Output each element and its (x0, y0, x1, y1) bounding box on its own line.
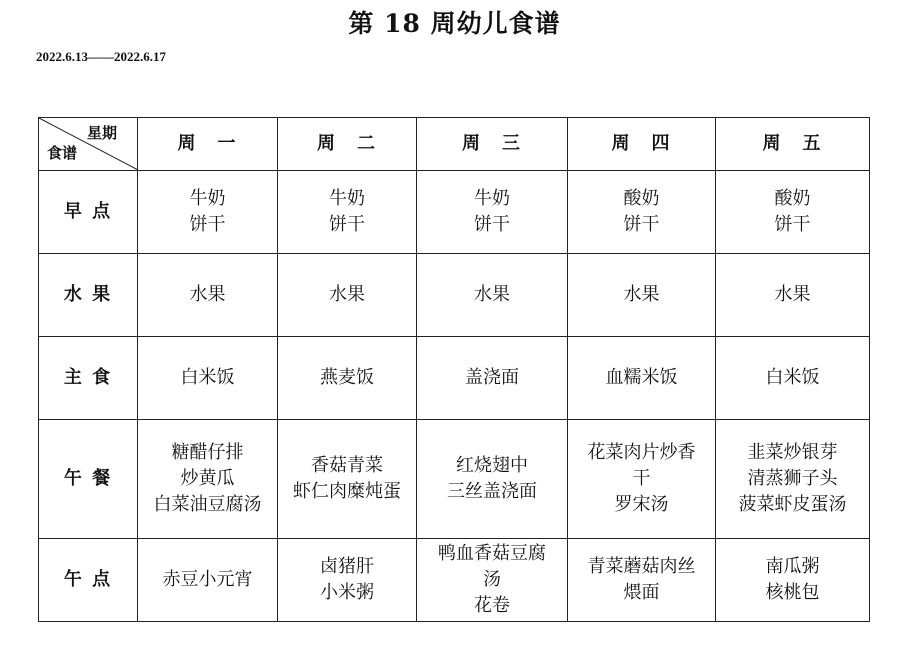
day-header-mon: 周 一 (138, 118, 278, 171)
menu-cell-fruit-thu (568, 254, 716, 337)
menu-row-afternoon-snack (39, 539, 870, 622)
menu-cell-afternoon-snack-wed (417, 539, 568, 622)
menu-cell-lunch-mon (138, 420, 278, 539)
dish-line: 赤豆小元宵 (162, 569, 253, 590)
row-label-staple: 主 食 (39, 337, 138, 420)
menu-cell-staple-thu (568, 337, 716, 420)
menu-row-staple (39, 337, 870, 420)
menu-cell-staple-tue (278, 337, 417, 420)
menu-cell-afternoon-snack-tue (278, 539, 417, 622)
dish-line: 燕麦饭 (320, 367, 374, 388)
dish-line: 水果 (774, 284, 811, 305)
menu-table (38, 117, 870, 622)
dish-line: 菠菜虾皮蛋汤 (738, 494, 847, 515)
dish-line: 白米饭 (765, 367, 820, 388)
row-label-breakfast-snack: 早 点 (39, 171, 138, 254)
menu-row-lunch (39, 420, 870, 539)
menu-cell-breakfast-snack-fri (716, 171, 870, 254)
menu-cell-breakfast-snack-mon (138, 171, 278, 254)
dish-line: 水果 (329, 284, 365, 305)
day-header-wed: 周 三 (417, 118, 568, 171)
menu-cell-fruit-tue (278, 254, 417, 337)
day-header-fri: 周 五 (716, 118, 870, 171)
menu-cell-staple-mon (138, 337, 278, 420)
menu-cell-staple-wed (417, 337, 568, 420)
dish-line: 青菜蘑菇肉丝 (587, 556, 696, 577)
dish-line: 饼干 (774, 214, 811, 235)
dish-line: 水果 (623, 284, 660, 305)
dish-line: 盖浇面 (465, 367, 519, 388)
dish-line: 香菇青菜 (311, 455, 383, 476)
day-header-tue: 周 二 (278, 118, 417, 171)
day-header-thu: 周 四 (568, 118, 716, 171)
menu-row-breakfast-snack (39, 171, 870, 254)
menu-cell-fruit-wed (417, 254, 568, 337)
dish-line: 虾仁肉糜炖蛋 (293, 481, 401, 502)
dish-line: 南瓜粥 (765, 556, 820, 577)
menu-cell-afternoon-snack-thu (568, 539, 716, 622)
dish-line: 糖醋仔排 (171, 442, 244, 463)
dish-line: 饼干 (189, 214, 226, 235)
dish-line: 鸭血香菇豆腐 (438, 543, 546, 564)
header-row (39, 118, 870, 171)
menu-cell-lunch-tue (278, 420, 417, 539)
dish-line: 花卷 (474, 595, 510, 616)
corner-weekday-label: 星期 (86, 124, 117, 142)
date-range: 2022.6.13——2022.6.17 (36, 49, 166, 64)
page-title: 第 18 周幼儿食谱 (348, 9, 561, 38)
dish-line: 三丝盖浇面 (447, 481, 537, 502)
dish-line: 酸奶 (774, 188, 811, 209)
dish-line: 罗宋汤 (614, 494, 669, 515)
row-label-afternoon-snack: 午 点 (39, 539, 138, 622)
dish-line: 白米饭 (180, 367, 235, 388)
dish-line: 汤 (483, 569, 501, 590)
menu-cell-breakfast-snack-thu (568, 171, 716, 254)
menu-cell-breakfast-snack-tue (278, 171, 417, 254)
corner-menu-label: 食谱 (47, 144, 78, 162)
dish-line: 干 (632, 468, 651, 489)
dish-line: 卤猪肝 (320, 556, 374, 577)
dish-line: 水果 (189, 284, 226, 305)
dish-line: 煨面 (623, 582, 660, 603)
corner-cell (39, 118, 138, 171)
menu-cell-lunch-fri (716, 420, 870, 539)
dish-line: 红烧翅中 (456, 455, 528, 476)
dish-line: 酸奶 (623, 188, 660, 209)
dish-line: 饼干 (623, 214, 660, 235)
menu-cell-afternoon-snack-mon (138, 539, 278, 622)
dish-line: 牛奶 (189, 188, 226, 209)
dish-line: 牛奶 (329, 188, 365, 209)
dish-line: 饼干 (329, 214, 365, 235)
row-label-fruit: 水 果 (39, 254, 138, 337)
dish-line: 牛奶 (474, 188, 510, 209)
menu-cell-fruit-fri (716, 254, 870, 337)
dish-line: 韭菜炒银芽 (747, 442, 838, 463)
dish-line: 血糯米饭 (605, 367, 678, 388)
menu-cell-lunch-thu (568, 420, 716, 539)
dish-line: 核桃包 (765, 582, 820, 603)
dish-line: 花菜肉片炒香 (587, 442, 696, 463)
row-label-lunch: 午 餐 (39, 420, 138, 539)
menu-cell-afternoon-snack-fri (716, 539, 870, 622)
dish-line: 水果 (474, 284, 510, 305)
menu-cell-lunch-wed (417, 420, 568, 539)
menu-row-fruit (39, 254, 870, 337)
menu-cell-breakfast-snack-wed (417, 171, 568, 254)
dish-line: 清蒸狮子头 (747, 468, 838, 489)
dish-line: 小米粥 (320, 582, 374, 603)
menu-cell-staple-fri (716, 337, 870, 420)
dish-line: 炒黄瓜 (180, 468, 235, 489)
dish-line: 白菜油豆腐汤 (153, 494, 262, 515)
menu-cell-fruit-mon (138, 254, 278, 337)
dish-line: 饼干 (474, 214, 510, 235)
